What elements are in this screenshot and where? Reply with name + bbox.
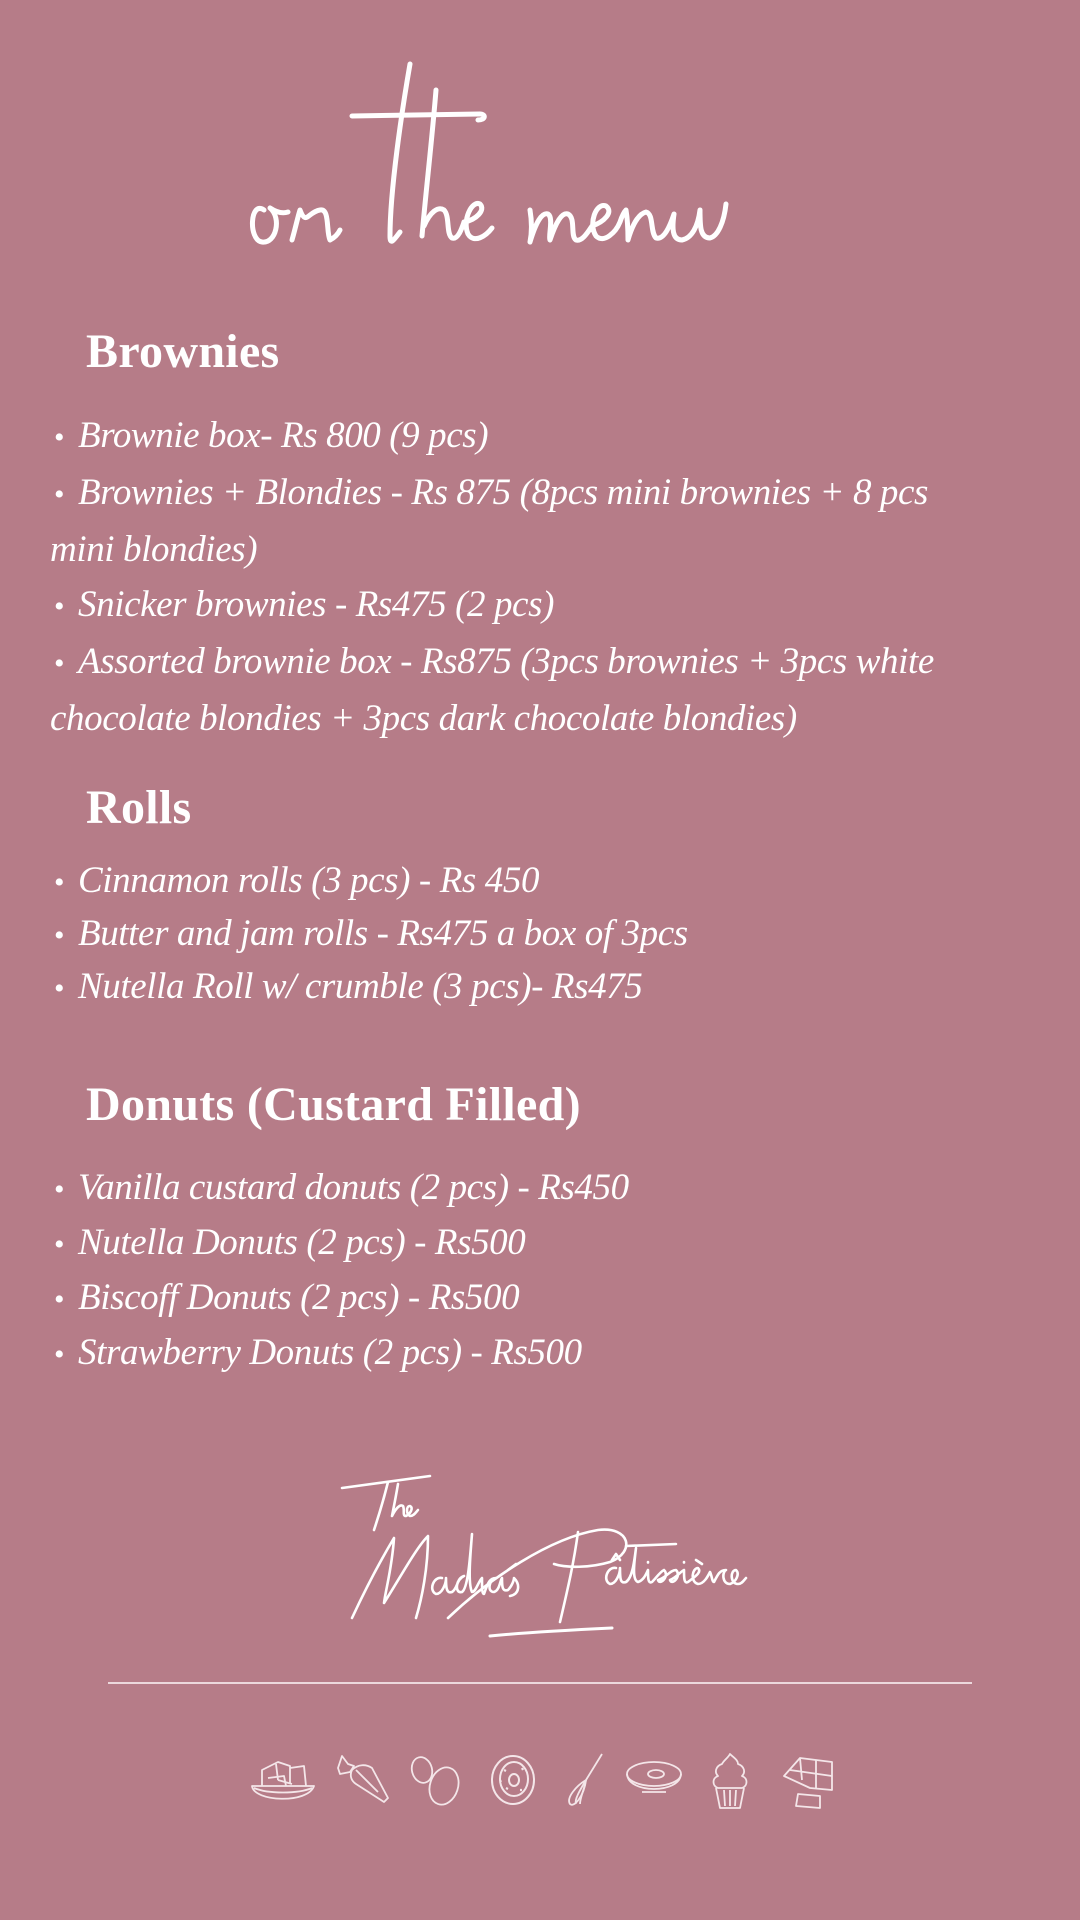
donuts-list (50, 1161, 629, 1381)
donut-icon (488, 1750, 538, 1810)
list-item (50, 908, 688, 961)
item-text: Brownie box- Rs 800 (9 pcs) (78, 415, 489, 456)
bullet: • (54, 478, 65, 511)
bowl-of-brownies-icon (248, 1750, 318, 1810)
bullet: • (54, 866, 65, 899)
item-text: Brownies + Blondies - Rs 875 (8pcs mini brownies + 8 pcs (78, 472, 929, 513)
whisk-icon (562, 1750, 606, 1810)
item-text-continuation: chocolate blondies + 3pcs dark chocolate blondies) (50, 698, 797, 739)
brownies-list (50, 408, 934, 746)
list-item (50, 961, 688, 1014)
menu-title-text (0, 0, 1, 1)
list-item (50, 855, 688, 908)
list-item (50, 408, 934, 465)
bullet: • (54, 972, 65, 1005)
chocolate-bar-icon (780, 1750, 836, 1812)
divider (108, 1682, 972, 1684)
piping-bag-icon (330, 1750, 392, 1810)
footer-icons (240, 1750, 840, 1814)
bullet: • (54, 647, 65, 680)
bullet: • (54, 919, 65, 952)
rolls-list (50, 855, 688, 1014)
item-text: Butter and jam rolls - Rs475 a box of 3pcs (78, 913, 688, 954)
item-text: Biscoff Donuts (2 pcs) - Rs500 (78, 1277, 520, 1318)
item-text: Nutella Donuts (2 pcs) - Rs500 (78, 1222, 526, 1263)
list-item (50, 634, 934, 746)
eggs-icon (406, 1750, 466, 1810)
item-text: Nutella Roll w/ crumble (3 pcs)- Rs475 (78, 966, 643, 1007)
section-heading-rolls: Rolls (86, 781, 192, 834)
mixing-bowl-icon (624, 1750, 684, 1810)
logo-line-2 (0, 0, 1, 1)
bullet: • (54, 421, 65, 454)
list-item (50, 1216, 629, 1271)
section-heading-brownies: Brownies (86, 325, 280, 378)
list-item (50, 465, 934, 577)
list-item (50, 1271, 629, 1326)
list-item (50, 577, 934, 634)
bullet: • (54, 1283, 65, 1316)
list-item (50, 1326, 629, 1381)
logo-script (330, 1468, 750, 1648)
bullet: • (54, 1228, 65, 1261)
item-text-continuation: mini blondies) (50, 529, 258, 570)
item-text: Strawberry Donuts (2 pcs) - Rs500 (78, 1332, 582, 1373)
logo-line-1 (0, 0, 1, 1)
item-text: Snicker brownies - Rs475 (2 pcs) (78, 584, 554, 625)
bullet: • (54, 1173, 65, 1206)
bullet: • (54, 1338, 65, 1371)
item-text: Vanilla custard donuts (2 pcs) - Rs450 (78, 1167, 629, 1208)
list-item (50, 1161, 629, 1216)
cupcake-icon (708, 1750, 752, 1812)
section-heading-donuts: Donuts (Custard Filled) (86, 1078, 581, 1131)
menu-title-script (230, 50, 850, 260)
item-text: Assorted brownie box - Rs875 (3pcs brownies + 3pcs white (78, 641, 934, 682)
item-text: Cinnamon rolls (3 pcs) - Rs 450 (78, 860, 540, 901)
bullet: • (54, 590, 65, 623)
